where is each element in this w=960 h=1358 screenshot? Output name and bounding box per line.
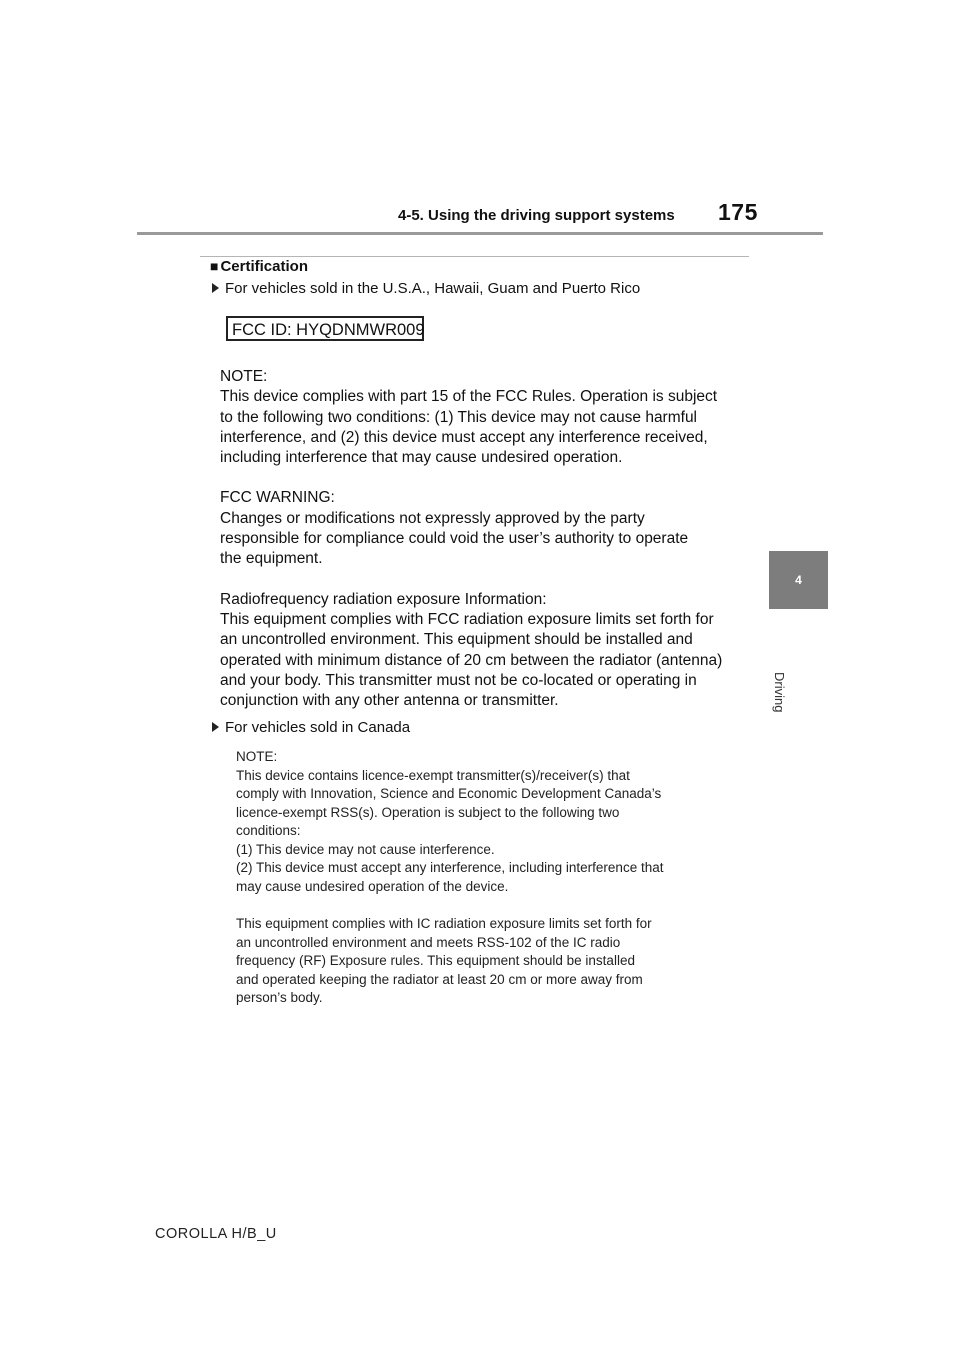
- text-line: (1) This device may not cause interference.: [236, 841, 495, 857]
- text-line: This device contains licence-exempt transmitter(s)/receiver(s) that: [236, 767, 630, 783]
- text-line: conjunction with any other antenna or transmitter.: [220, 692, 559, 710]
- chapter-tab: [769, 551, 828, 609]
- text-line: NOTE:: [236, 749, 278, 764]
- text-line: Radiofrequency radiation exposure Information:: [220, 590, 547, 608]
- footer-model: COROLLA H/B_U: [155, 1226, 277, 1242]
- text-line: an uncontrolled environment. This equipment should be installed and: [220, 631, 693, 649]
- text-line: comply with Innovation, Science and Economic Development Canada’s: [236, 786, 662, 801]
- text-line: NOTE:: [220, 368, 268, 385]
- fcc-id-text: FCC ID: HYQDNMWR009: [232, 321, 425, 339]
- us-note-paragraph: [220, 367, 750, 468]
- text-line: person’s body.: [236, 990, 323, 1005]
- header-divider: [137, 232, 823, 235]
- text-line: This device complies with part 15 of the FCC Rules. Operation is subject: [220, 388, 718, 406]
- text-line: and operated keeping the radiator at least 20 cm or more away from: [236, 971, 643, 987]
- text-line: may cause undesired operation of the device.: [236, 878, 509, 894]
- chapter-side-label: [771, 622, 793, 713]
- text-line: the equipment.: [220, 550, 323, 568]
- text-line: This equipment complies with IC radiation exposure limits set forth for: [236, 916, 652, 931]
- chapter-number: 4: [795, 573, 802, 587]
- us-vehicles-label: For vehicles sold in the U.S.A., Hawaii, Guam and Puerto Rico: [212, 280, 640, 297]
- heading-text: Certification: [220, 258, 308, 275]
- text-line: This equipment complies with FCC radiation exposure limits set forth for: [220, 610, 714, 628]
- text-line: frequency (RF) Exposure rules. This equipment should be installed: [236, 953, 635, 968]
- text-line: including interference that may cause undesired operation.: [220, 449, 623, 467]
- certification-heading: [210, 258, 308, 275]
- text-line: licence-exempt RSS(s). Operation is subject to the following two: [236, 804, 620, 820]
- page-number: 175: [718, 199, 758, 225]
- text-line: responsible for compliance could void the user’s authority to operate: [220, 530, 689, 548]
- canada-vehicles-label: For vehicles sold in Canada: [212, 719, 410, 736]
- canada-radiation-paragraph: [236, 915, 736, 1008]
- canada-compliance-text: [236, 748, 736, 1027]
- text-line: an uncontrolled environment and meets RSS-102 of the IC radio: [236, 934, 621, 950]
- canada-note-paragraph: [236, 748, 736, 896]
- text-line: Changes or modifications not expressly approved by the party: [220, 509, 645, 527]
- square-bullet-icon: ■: [210, 258, 219, 274]
- chapter-label: Driving: [772, 672, 787, 713]
- text-line: and your body. This transmitter must not be co-located or operating in: [220, 671, 697, 689]
- text-line: conditions:: [236, 823, 301, 838]
- text-line: FCC WARNING:: [220, 489, 335, 507]
- fcc-id-box: [226, 316, 424, 341]
- text-line: (2) This device must accept any interference, including interference that: [236, 860, 664, 875]
- text-line: interference, and (2) this device must accept any interference received,: [220, 428, 708, 446]
- triangle-bullet-icon: [212, 722, 219, 732]
- text-line: to the following two conditions: (1) This device may not cause harmful: [220, 408, 698, 426]
- us-compliance-text: [220, 367, 750, 731]
- section-title: 4-5. Using the driving support systems: [398, 207, 675, 224]
- section-divider: [200, 256, 749, 257]
- us-radiation-paragraph: [220, 590, 750, 712]
- triangle-bullet-icon: [212, 283, 219, 293]
- text-line: operated with minimum distance of 20 cm between the radiator (antenna): [220, 651, 723, 669]
- us-warning-paragraph: [220, 488, 750, 569]
